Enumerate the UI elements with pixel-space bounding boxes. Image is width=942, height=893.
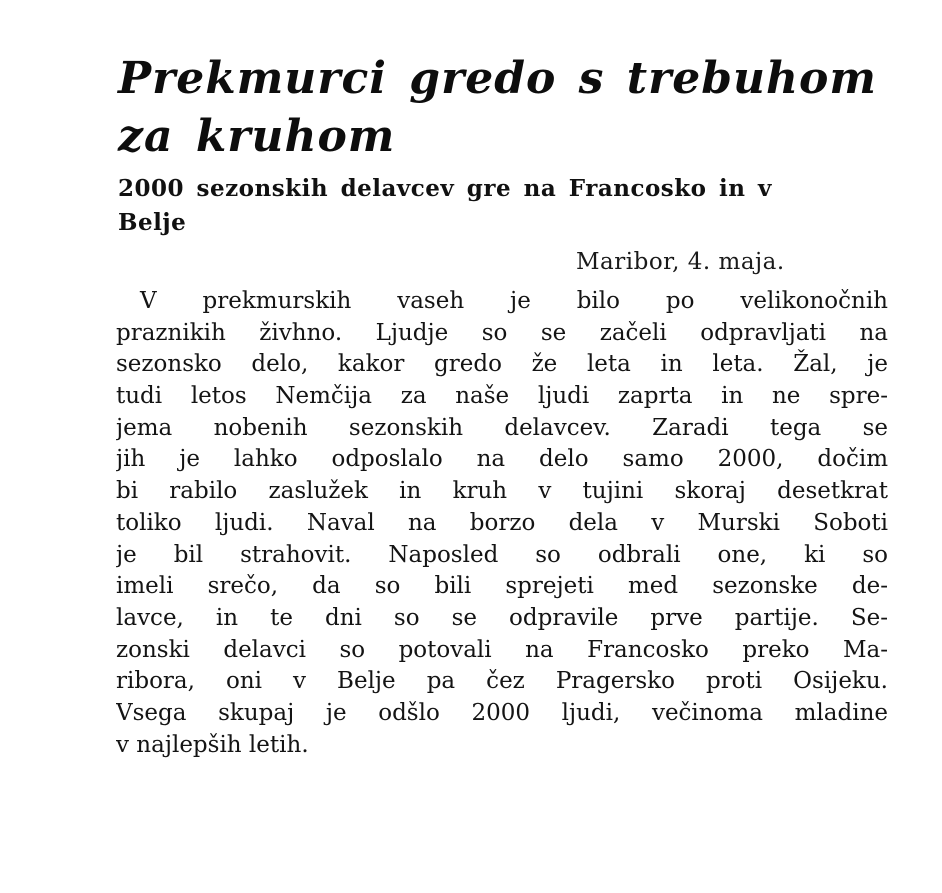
body-line: jema nobenih sezonskih delavcev. Zaradi tega se	[116, 414, 888, 441]
body-line: imeli srečo, da so bili sprejeti med sezonske de-	[116, 573, 888, 600]
body-line: bi rabilo zaslužek in kruh v tujini skoraj desetkrat	[116, 478, 888, 505]
article-subheadline: 2000 sezonskih delavcev gre na Francosko in v Belje	[118, 175, 772, 236]
article-dateline: Maribor, 4. maja.	[576, 249, 785, 275]
body-line: zonski delavci so potovali na Francosko preko Ma-	[116, 636, 888, 663]
body-line: sezonsko delo, kakor gredo že leta in leta. Žal, je	[116, 351, 888, 378]
body-line: V prekmurskih vaseh je bilo po velikonočnih	[140, 288, 888, 314]
body-line: lavce, in te dni so se odpravile prve partije. Se-	[116, 604, 888, 631]
body-line: toliko ljudi. Naval na borzo dela v Murski Soboti	[116, 509, 888, 536]
body-line: jih je lahko odposlalo na delo samo 2000, dočim	[116, 446, 888, 473]
body-line: tudi letos Nemčija za naše ljudi zaprta in ne spre-	[116, 383, 888, 410]
body-line: ribora, oni v Belje pa čez Pragersko proti Osijeku.	[116, 668, 888, 695]
article-headline: Prekmurci gredo s trebuhom za kruhom	[118, 53, 877, 162]
body-line: Vsega skupaj je odšlo 2000 ljudi, večinoma mladine	[116, 699, 888, 726]
body-line: je bil strahovit. Naposled so odbrali one, ki so	[116, 541, 888, 568]
body-line: v najlepših letih.	[116, 731, 309, 758]
article-body	[116, 286, 888, 761]
body-line: praznikih živhno. Ljudje so se začeli odpravljati na	[116, 319, 888, 346]
